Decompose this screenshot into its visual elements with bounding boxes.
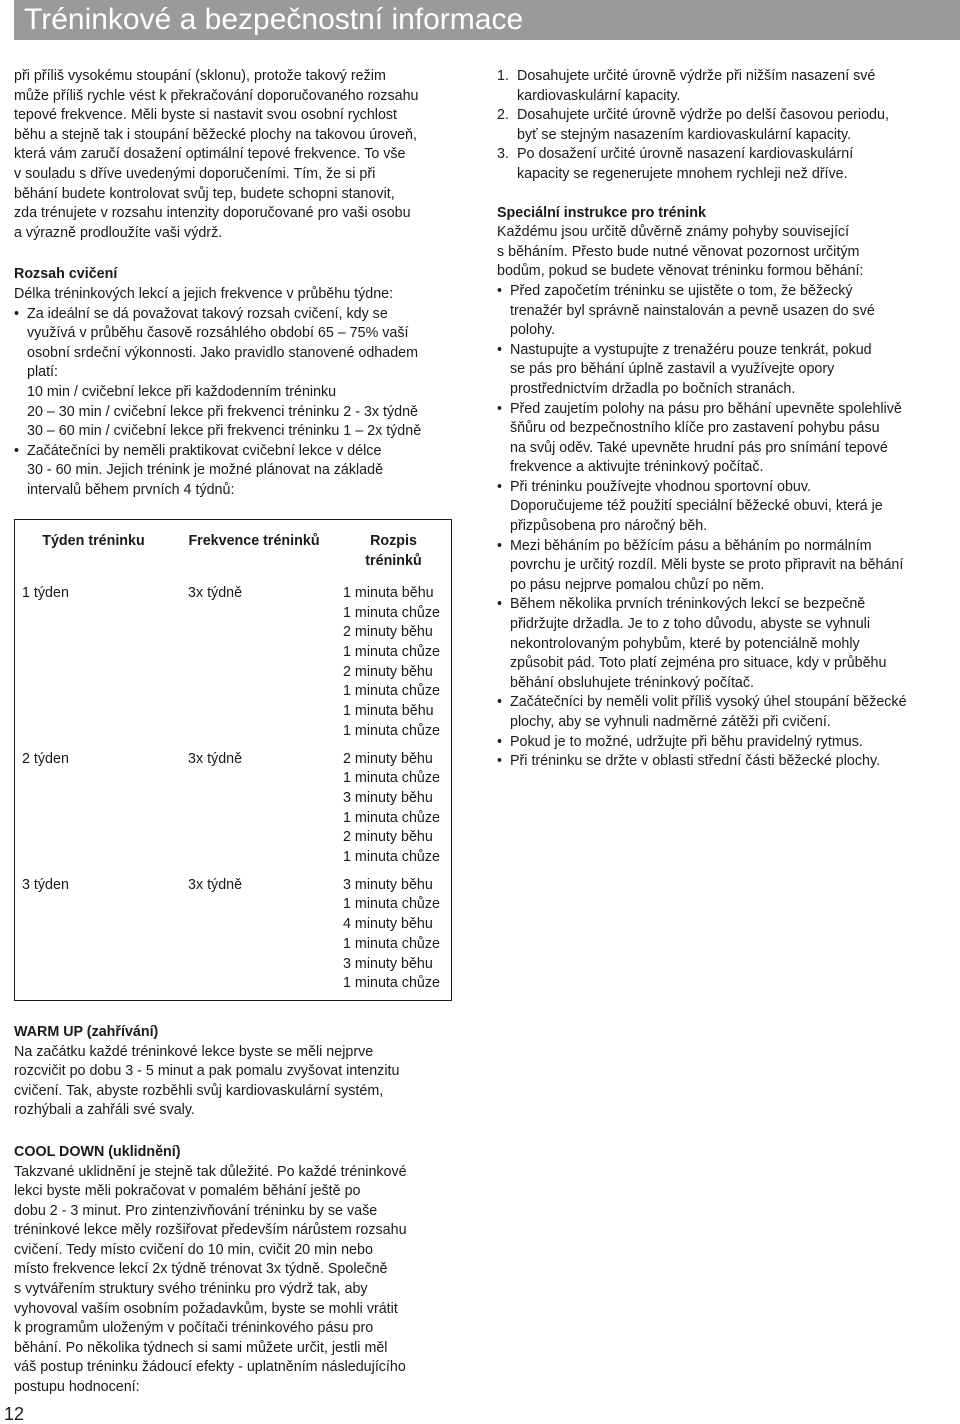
text-line: přidržujte držadla. Je to z toho důvodu, abyste se vyhnuli xyxy=(510,616,871,633)
special-instructions-heading: Speciální instrukce pro trénink xyxy=(497,204,706,221)
instruction-bullet xyxy=(497,341,959,400)
text-line: po pásu nejprve pomalou chůzí po něm. xyxy=(510,576,765,593)
spacer xyxy=(14,243,476,265)
text-line: • Pokud je to možné, udržujte při běhu pravidelný rytmus. xyxy=(510,733,863,750)
text-line: která vám zaručí dosažení optimální tepové frekvence. To vše xyxy=(14,146,406,163)
text-line: prostřednictvím držadla po bočních stranách. xyxy=(510,380,796,397)
text-line: na svůj oděv. Také upevněte hrudní pás pro snímání tepové xyxy=(510,439,888,456)
text-line: intervalů během prvních 4 týdnů: xyxy=(27,481,235,498)
instruction-bullet xyxy=(497,537,959,596)
text-line: kardiovaskulární kapacity. xyxy=(517,87,681,104)
text-line: způsobit pád. Toto platí zejména pro situace, kdy v průběhu xyxy=(510,655,887,672)
text-line: • Začátečníci by neměli praktikovat cvičební lekce v délce xyxy=(27,442,382,459)
text-line: byť se stejným nasazením kardiovaskulární kapacity. xyxy=(517,126,852,143)
week-cell: 3 týden xyxy=(22,876,69,893)
intro-paragraph xyxy=(14,67,476,243)
instruction-bullet xyxy=(497,400,959,478)
schedule-cell: 1 minuta běhu 1 minuta chůze 2 minuty běhu 1 minuta chůze 2 minuty běhu 1 minuta chůze 1 minuta běhu 1 minuta chůze xyxy=(343,584,440,739)
text-line: s vytvářením struktury svého tréninku pro výdrž tak, aby xyxy=(14,1281,368,1298)
range-heading: Rozsah cvičení xyxy=(14,266,118,283)
column-header-week: Týden tréninku xyxy=(42,533,145,550)
page-header-bar xyxy=(14,0,960,40)
text-line: k programům uloženým v počítači tréninkového pásu pro xyxy=(14,1320,374,1337)
text-line: místo frekvence lekcí 2x týdně trénovat 3x týdně. Společně xyxy=(14,1261,388,1278)
numbered-item-3 xyxy=(497,145,959,184)
text-line: běhání budete kontrolovat svůj tep, budete schopni stanovit, xyxy=(14,185,395,202)
item-number: 1. xyxy=(497,68,509,84)
text-line: s běháním. Přesto bude nutné věnovat pozornost určitým xyxy=(497,243,860,260)
numbered-item-2 xyxy=(497,106,959,145)
frequency-cell: 3x týdně xyxy=(188,876,243,893)
schedule-cell: 2 minuty běhu 1 minuta chůze 3 minuty běhu 1 minuta chůze 2 minuty běhu 1 minuta chůze xyxy=(343,750,440,866)
text-line: • Začátečníci by neměli volit příliš vysoký úhel stoupání běžecké xyxy=(510,694,907,711)
text-line: cvičení. Tedy místo cvičení do 10 min, cvičit 20 min nebo xyxy=(14,1241,373,1258)
item-number: 2. xyxy=(497,107,509,124)
text-line: • Nastupujte a vystupujte z trenažéru pouze tenkrát, pokud xyxy=(510,341,872,358)
range-intro: Délka tréninkových lekcí a jejich frekvence v průběhu týdne: xyxy=(14,285,394,302)
left-column xyxy=(14,67,476,1398)
text-line: cvičení. Tak, abyste rozběhli svůj kardiovaskulární systém, xyxy=(14,1082,384,1099)
text-line: 30 - 60 min. Jejich trénink je možné plánovat na základě xyxy=(27,462,384,479)
column-header-frequency: Frekvence tréninků xyxy=(188,533,320,550)
text-line: rozhýbali a zahřáli své svaly. xyxy=(14,1102,195,1119)
page-number: 12 xyxy=(4,1404,25,1424)
text-line: • Během několika prvních tréninkových lekcí se bezpečně xyxy=(510,596,866,613)
text-line: Každému jsou určitě důvěrně známy pohyby související xyxy=(497,224,850,241)
text-line: • Za ideální se dá považovat takový rozsah cvičení, kdy se xyxy=(27,305,388,322)
text-line: nekontrolovaným pohybům, které by potenciálně mohly xyxy=(510,635,860,652)
range-bullet-1 xyxy=(14,305,476,442)
text-line: • Před zaujetím polohy na pásu pro běhání upevněte spolehlivě xyxy=(510,400,902,417)
instruction-bullet xyxy=(497,752,959,772)
text-line: a výrazně prodloužíte vaši výdrž. xyxy=(14,224,223,241)
text-line: rozcvičit po dobu 3 - 5 minut a pak pomalu zvyšovat intenzitu xyxy=(14,1063,400,1080)
text-line: vyhovoval vaším osobním požadavkům, byste se mohli vrátit xyxy=(14,1300,398,1317)
page-title: Tréninkové a bezpečnostní informace xyxy=(24,3,524,36)
training-plan-table xyxy=(14,519,452,1000)
text-line: osobní srdeční výkonnosti. Jako pravidlo stanovené odhadem xyxy=(27,344,419,361)
range-bullet-2 xyxy=(14,442,476,501)
text-line: Po dosažení určité úrovně nasazení kardiovaskulární xyxy=(517,146,854,163)
text-line: trenažér byl správně nainstalován a pevně usazen do své xyxy=(510,302,875,319)
text-line: Dosahujete určité úrovně výdrže po delší časovou periodu, xyxy=(517,107,889,124)
table-row xyxy=(15,746,452,872)
text-line: šňůru od bezpečnostního klíče pro zastavení pohybu pásu xyxy=(510,420,880,437)
instruction-bullet xyxy=(497,693,959,732)
item-number: 3. xyxy=(497,146,509,163)
text-line: Dosahujete určité úrovně výdrže při nižším nasazení své xyxy=(517,68,876,84)
right-column xyxy=(497,67,959,772)
frequency-cell: 3x týdně xyxy=(188,584,243,601)
text-line: v souladu s dříve uvedenými doporučeními. Tím, že si při xyxy=(14,165,376,182)
text-line: se pás pro běhání úplně zastavil a využívejte opory xyxy=(510,361,835,378)
text-line: plochy, aby se vyhnuli nadměrné zátěži při cvičení. xyxy=(510,714,831,730)
warmup-paragraph xyxy=(14,1043,476,1121)
week-cell: 2 týden xyxy=(22,750,69,767)
text-line: dobu 2 - 3 minut. Pro zintenzivňování tréninku by se vaše xyxy=(14,1202,378,1219)
text-line: může příliš rychle vést k překračování doporučovaného rozsahu xyxy=(14,87,419,104)
text-line: váš postup tréninku žádoucí efekty - uplatněním následujícího xyxy=(14,1359,406,1376)
spacer xyxy=(14,1121,476,1143)
table-row xyxy=(15,580,452,746)
text-line: běhu a stejně tak i stoupání běžecké plochy na takovou úroveň, xyxy=(14,126,417,143)
instruction-bullet xyxy=(497,733,959,753)
text-line: polohy. xyxy=(510,322,556,339)
text-line: tréninkové lekce měly rozšiřovat především nárůstem rozsahu xyxy=(14,1222,407,1239)
table-header-row xyxy=(15,520,452,580)
text-line: bodům, pokud se budete věnovat tréninku formou běhání: xyxy=(497,263,864,280)
text-line: postupu hodnocení: xyxy=(14,1379,140,1396)
schedule-cell: 3 minuty běhu 1 minuta chůze 4 minuty běhu 1 minuta chůze 3 minuty běhu 1 minuta chůze xyxy=(343,876,440,992)
cooldown-paragraph xyxy=(14,1163,476,1398)
text-line: běhání. Po několika týdnech si sami můžete určit, jestli měl xyxy=(14,1339,388,1356)
warmup-heading: WARM UP (zahřívání) xyxy=(14,1023,159,1040)
text-line: využívá v průběhu časově rozsáhlého období 65 – 75% vaší xyxy=(27,325,409,342)
text-line: • Při tréninku se držte v oblasti střední části běžecké plochy. xyxy=(510,753,881,770)
text-line: • Před započetím tréninku se ujistěte o tom, že běžecký xyxy=(510,282,853,299)
text-line: při příliš vysokému stoupání (sklonu), protože takový režim xyxy=(14,68,386,84)
cooldown-heading: COOL DOWN (uklidnění) xyxy=(14,1143,181,1160)
text-line: 10 min / cvičební lekce při každodenním tréninku xyxy=(27,383,337,400)
text-line: lekci byste měli pokračovat v pomalém běhání ještě po xyxy=(14,1183,361,1200)
text-line: běhání obsluhujete tréninkový počítač. xyxy=(510,674,755,691)
text-line: • Při tréninku používejte vhodnou sportovní obuv. xyxy=(510,478,811,495)
text-line: Takzvané uklidnění je stejně tak důležité. Po každé tréninkové xyxy=(14,1163,407,1180)
frequency-cell: 3x týdně xyxy=(188,750,243,767)
text-line: zda trénujete v rozsahu intenzity doporučované pro vaši osobu xyxy=(14,205,411,222)
instruction-bullet xyxy=(497,478,959,537)
text-line: platí: xyxy=(27,364,58,381)
text-line: Doporučujeme též použití speciální běžecké obuvi, která je xyxy=(510,498,883,515)
text-line: Na začátku každé tréninkové lekce byste se měli nejprve xyxy=(14,1043,374,1060)
instruction-bullet xyxy=(497,282,959,341)
text-line: 20 – 30 min / cvičební lekce při frekvenci tréninku 2 - 3x týdně xyxy=(27,403,418,420)
text-line: • Mezi běháním po běžícím pásu a běháním po normálním xyxy=(510,537,872,554)
week-cell: 1 týden xyxy=(22,584,69,601)
text-line: frekvence a aktivujte tréninkový počítač. xyxy=(510,459,764,476)
text-line: tepové frekvence. Měli byste si nastavit svou osobní rychlost xyxy=(14,107,398,124)
text-line: povrchu je určitý rozdíl. Měli byste se proto připravit na běhání xyxy=(510,557,904,574)
table-row xyxy=(15,872,452,1001)
spacer xyxy=(14,1001,476,1023)
numbered-item-1 xyxy=(497,67,959,106)
text-line: kapacity se regenerujete mnohem rychleji než dříve. xyxy=(517,165,848,182)
spacer xyxy=(497,185,959,204)
text-line: přizpůsobena pro náročný běh. xyxy=(510,518,708,535)
column-header-schedule: Rozpis tréninků xyxy=(365,533,422,570)
text-line: 30 – 60 min / cvičební lekce při frekvenci tréninku 1 – 2x týdně xyxy=(27,423,422,440)
instruction-bullet xyxy=(497,595,959,693)
